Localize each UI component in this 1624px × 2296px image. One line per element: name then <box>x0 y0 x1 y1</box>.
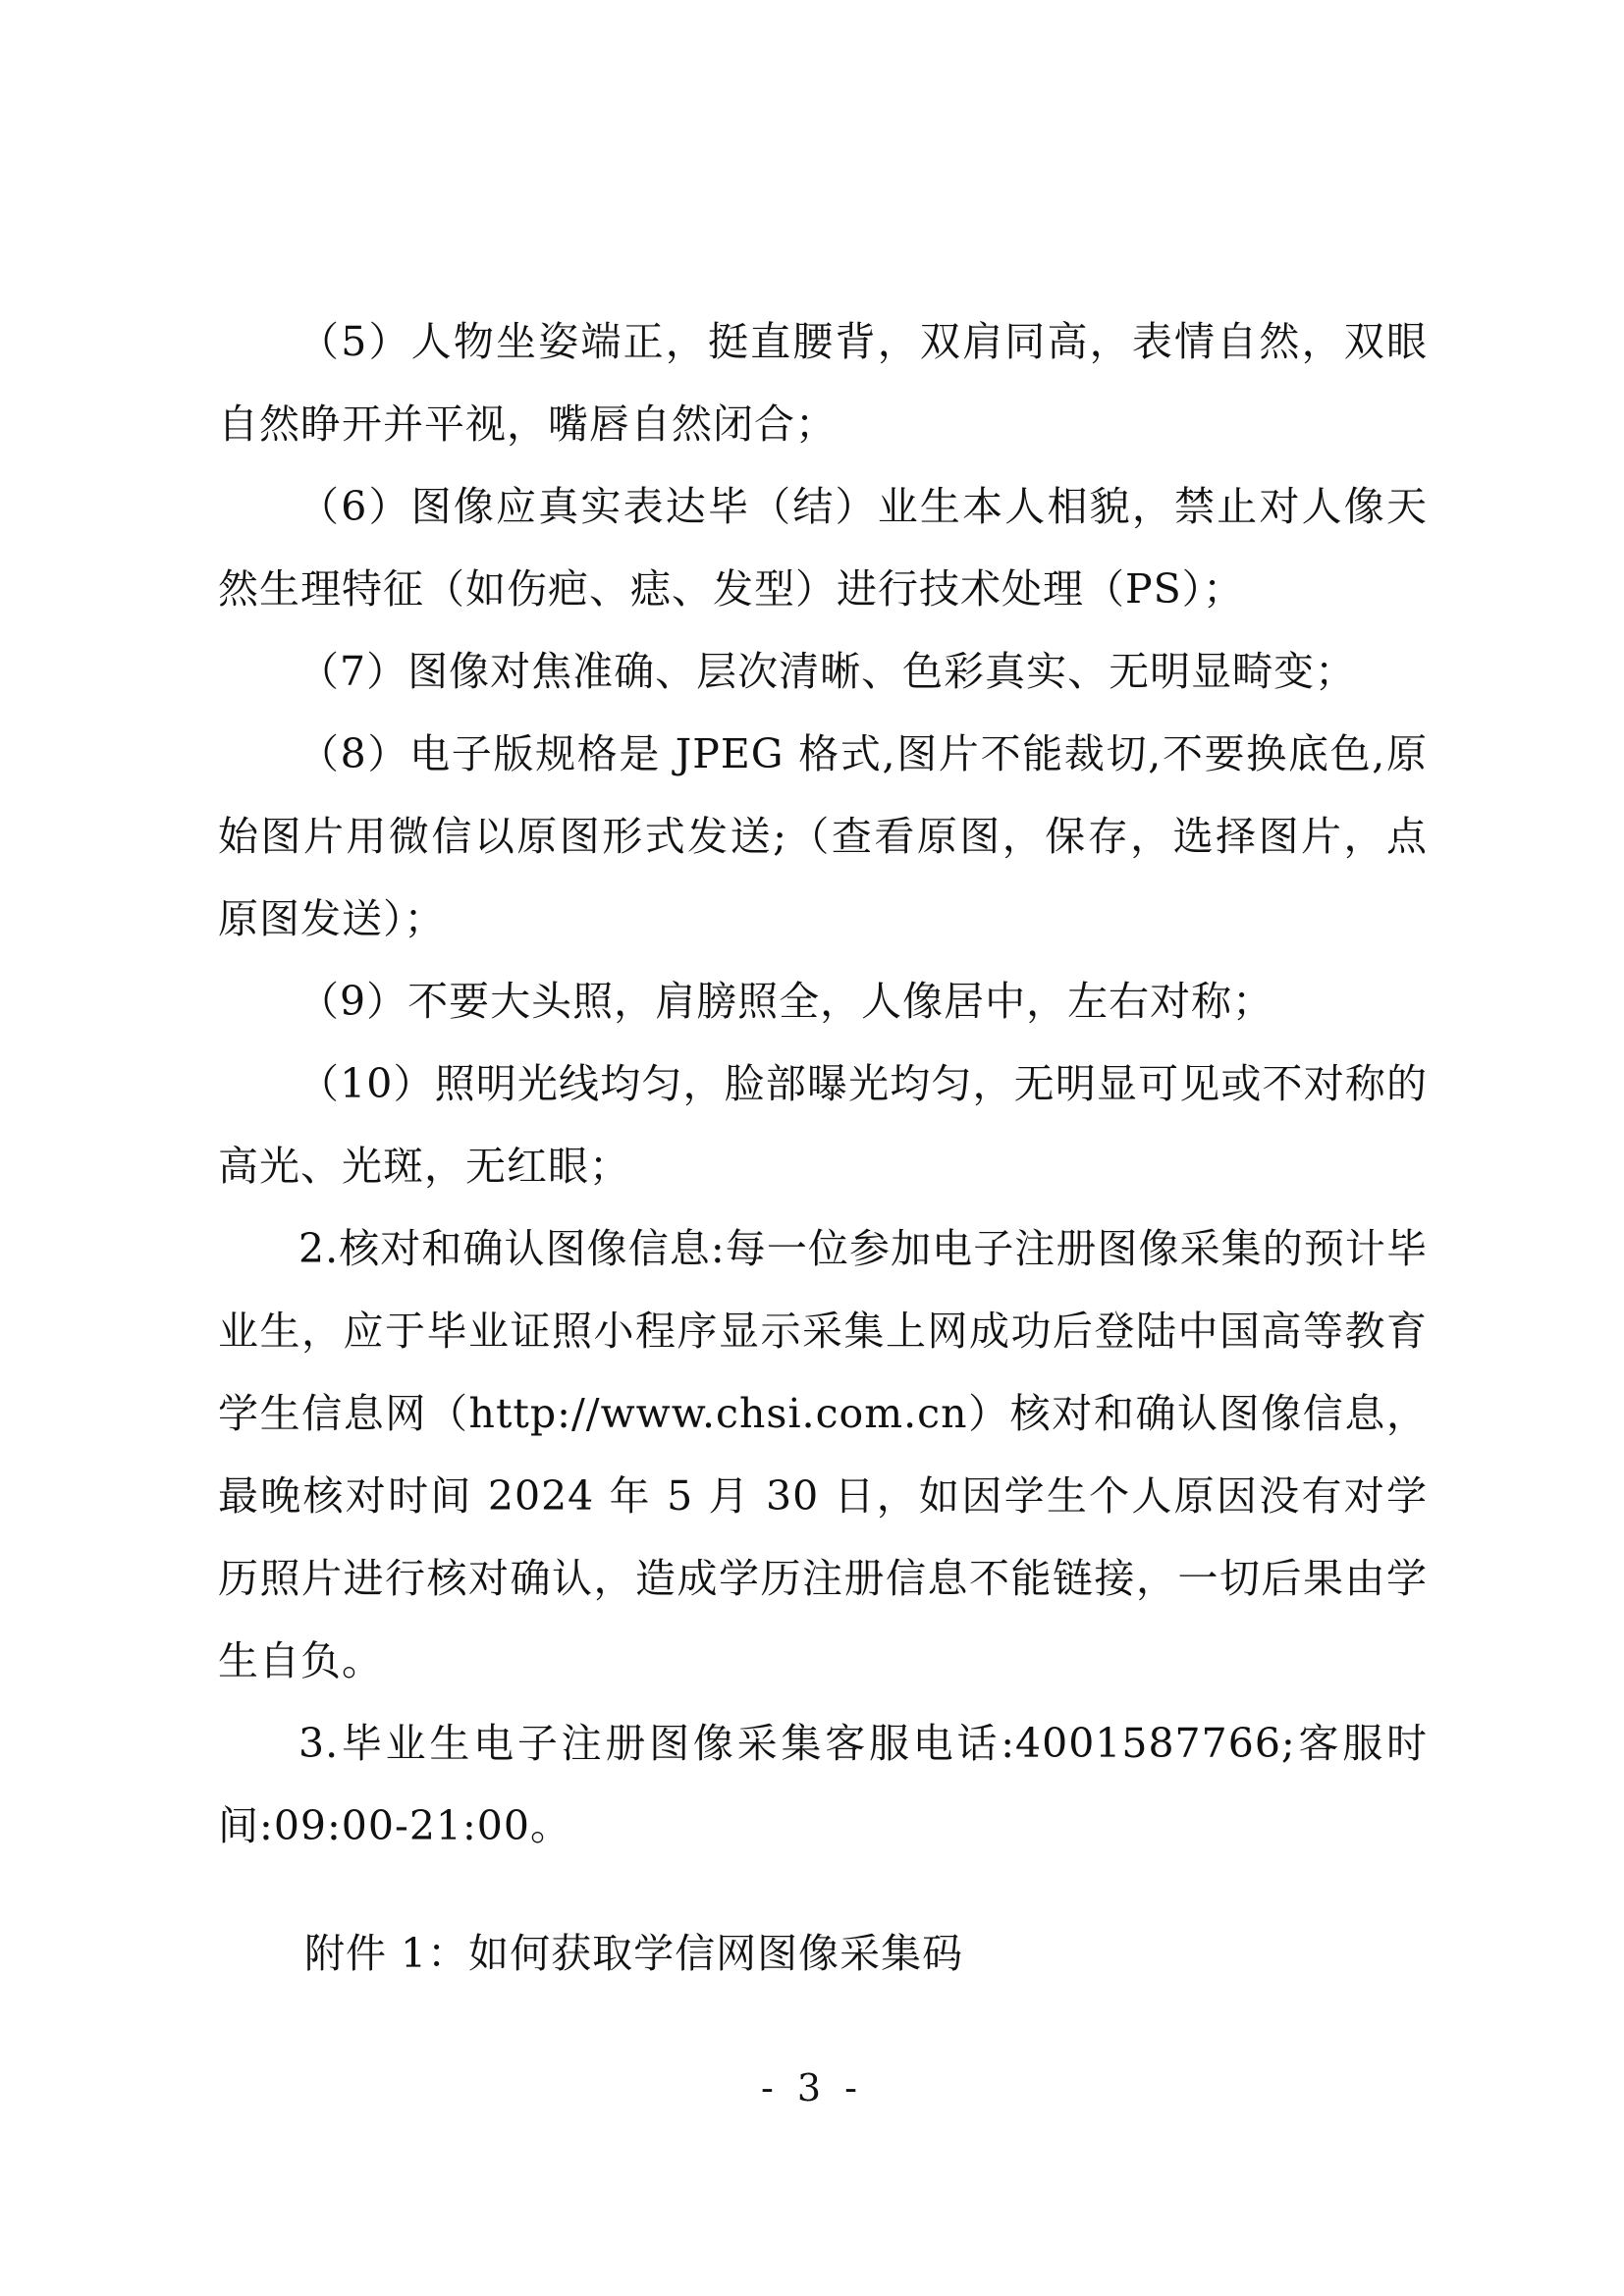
section-3-paragraph: 3.毕业生电子注册图像采集客服电话:4001587766;客服时间:09:00-21:00。 <box>218 1720 1428 1849</box>
section-2-paragraph: 2.核对和确认图像信息:每一位参加电子注册图像采集的预计毕业生，应于毕业证照小程序显示采集上网成功后登陆中国高等教育学生信息网（http://www.chsi.com.cn）核对和确认图像信息，最晚核对时间 2024 年 5 月 30 日，如因学生个人原因没有对学历照片进行核对确认，造成学历注册信息不能链接，一切后果由学生自负。 <box>218 1225 1428 1684</box>
page-number: - 3 - <box>760 2066 863 2109</box>
body-text <box>218 300 1428 1867</box>
item-9-paragraph: （9）不要大头照，肩膀照全，人像居中，左右对称； <box>298 978 1274 1025</box>
item-6-paragraph: （6）图像应真实表达毕（结）业生本人相貌，禁止对人像天然生理特征（如伤疤、痣、发型）进行技术处理（PS）； <box>218 483 1428 613</box>
item-7-paragraph: （7）图像对焦准确、层次清晰、色彩真实、无明显畸变； <box>298 648 1357 695</box>
item-10-paragraph: （10）照明光线均匀，脸部曝光均匀，无明显可见或不对称的高光、光斑，无红眼； <box>218 1060 1428 1190</box>
item-8-paragraph: （8）电子版规格是 JPEG 格式,图片不能裁切,不要换底色,原始图片用微信以原图形式发送;（查看原图，保存，选择图片，点原图发送）； <box>218 730 1428 942</box>
attachment-note: 附件 1：如何获取学信网图像采集码 <box>304 1930 964 1977</box>
item-5-paragraph: （5）人物坐姿端正，挺直腰背，双肩同高，表情自然，双眼自然睁开并平视，嘴唇自然闭合； <box>218 318 1428 448</box>
